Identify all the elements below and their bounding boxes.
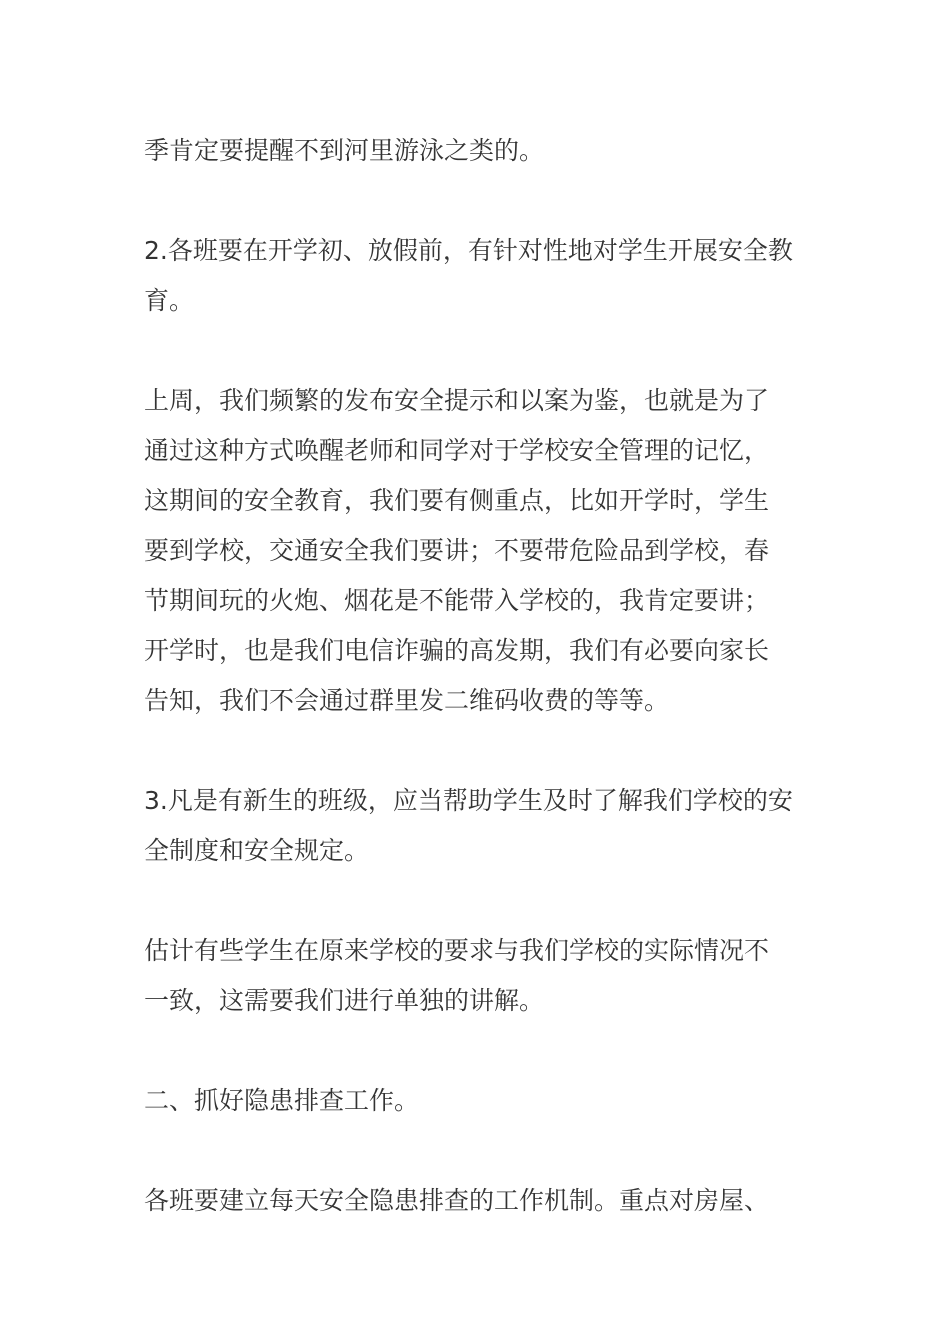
text-line: 要到学校，交通安全我们要讲；不要带危险品到学校，春 bbox=[144, 536, 770, 565]
text-line: 通过这种方式唤醒老师和同学对于学校安全管理的记忆， bbox=[144, 436, 770, 465]
text-line: 二、抓好隐患排查工作。 bbox=[144, 1086, 420, 1115]
paragraph-2 bbox=[144, 226, 814, 326]
text-line: 估计有些学生在原来学校的要求与我们学校的实际情况不 bbox=[144, 936, 770, 965]
text-line: 节期间玩的火炮、烟花是不能带入学校的，我肯定要讲； bbox=[144, 586, 770, 615]
text-line: 这期间的安全教育，我们要有侧重点，比如开学时，学生 bbox=[144, 486, 770, 515]
text-line: 各班要建立每天安全隐患排查的工作机制。重点对房屋、 bbox=[144, 1186, 770, 1215]
section-heading bbox=[144, 1076, 814, 1126]
paragraph-4 bbox=[144, 776, 814, 876]
paragraph-1 bbox=[144, 126, 814, 176]
paragraph-7 bbox=[144, 1176, 814, 1226]
document-body bbox=[144, 126, 814, 1276]
text-line: 季肯定要提醒不到河里游泳之类的。 bbox=[144, 136, 545, 165]
paragraph-5 bbox=[144, 926, 814, 1026]
text-line: 3.凡是有新生的班级，应当帮助学生及时了解我们学校的安 bbox=[144, 786, 793, 815]
text-line: 一致，这需要我们进行单独的讲解。 bbox=[144, 986, 545, 1015]
text-line: 开学时，也是我们电信诈骗的高发期，我们有必要向家长 bbox=[144, 636, 770, 665]
paragraph-3 bbox=[144, 376, 814, 726]
text-line: 全制度和安全规定。 bbox=[144, 836, 370, 865]
text-line: 告知，我们不会通过群里发二维码收费的等等。 bbox=[144, 686, 670, 715]
text-line: 上周，我们频繁的发布安全提示和以案为鉴，也就是为了 bbox=[144, 386, 770, 415]
text-line: 2.各班要在开学初、放假前，有针对性地对学生开展安全教 bbox=[144, 236, 793, 265]
text-line: 育。 bbox=[144, 286, 195, 315]
